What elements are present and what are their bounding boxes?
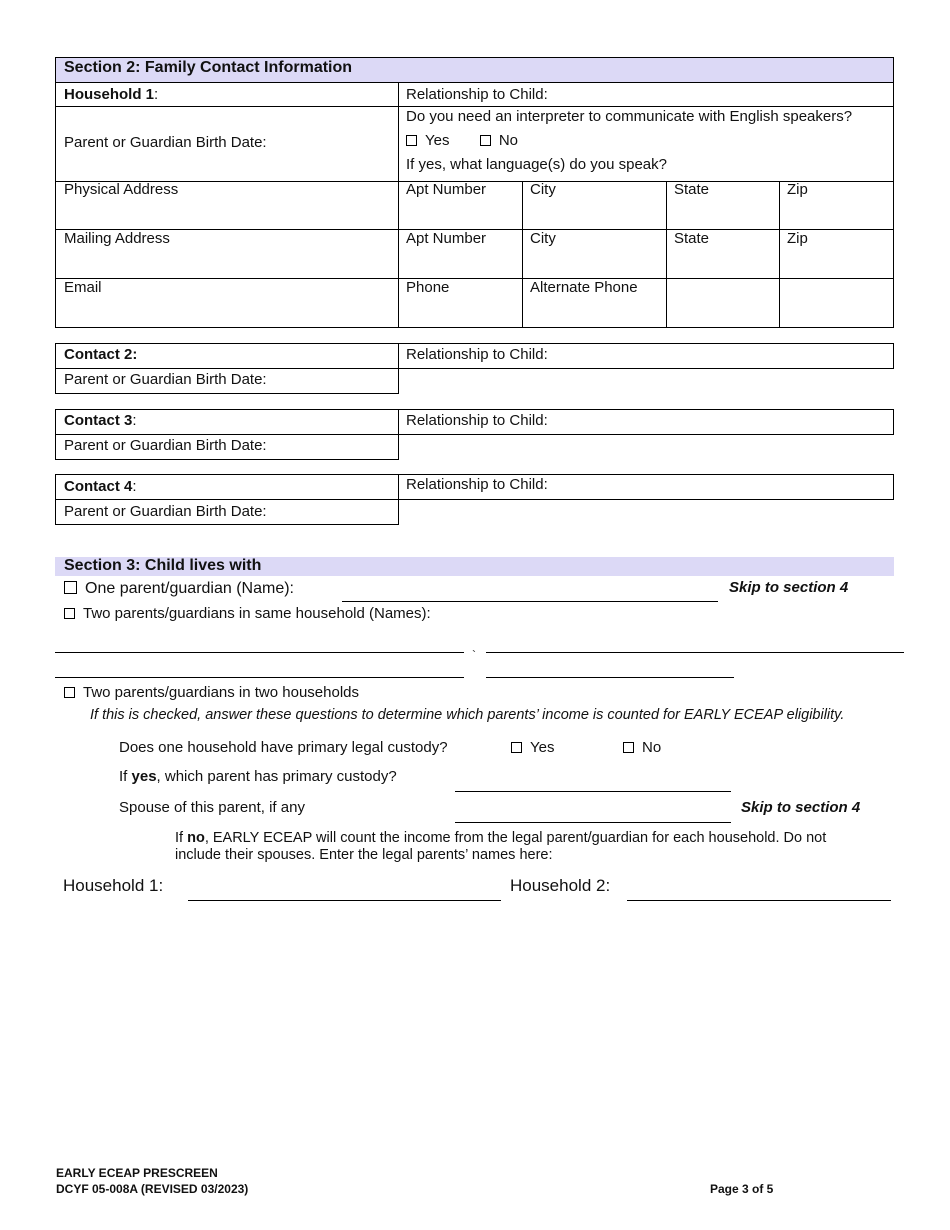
which-parent-prefix: If (119, 768, 132, 785)
mailing-apt-number[interactable]: Apt Number (406, 230, 487, 247)
household1-birth-date[interactable]: Parent or Guardian Birth Date: (64, 134, 267, 151)
contact3-relationship[interactable]: Relationship to Child: (406, 412, 548, 429)
two-same-separator: ` (472, 648, 476, 662)
household1-name-line[interactable] (188, 900, 501, 901)
colon: : (154, 86, 159, 103)
language-question[interactable]: If yes, what language(s) do you speak? (406, 156, 667, 173)
contact3-label-colon: : (132, 412, 137, 429)
footer-form-number: DCYF 05-008A (REVISED 03/2023) (56, 1182, 249, 1196)
contact2-label: Contact 2: (64, 346, 138, 363)
contact2-birth-date[interactable]: Parent or Guardian Birth Date: (64, 371, 267, 388)
contact4-label-text: Contact 4 (64, 478, 133, 495)
custody-question: Does one household have primary legal custody? (119, 739, 448, 756)
household1-label-text: Household 1 (64, 86, 155, 103)
one-parent-checkbox[interactable] (64, 581, 77, 594)
custody-yes-checkbox[interactable] (511, 742, 522, 753)
interpreter-yes-label: Yes (425, 132, 450, 149)
physical-apt-number[interactable]: Apt Number (406, 181, 487, 198)
contact4-birth-date[interactable]: Parent or Guardian Birth Date: (64, 503, 267, 520)
if-no-paragraph-line1 (175, 830, 826, 846)
custody-yes-label: Yes (530, 739, 555, 756)
skip-to-section4-link-b[interactable]: Skip to section 4 (741, 799, 861, 816)
two-same-option (64, 605, 431, 622)
household1-relationship[interactable]: Relationship to Child: (406, 86, 548, 103)
which-parent-suffix: , which parent has primary custody? (156, 768, 397, 785)
one-parent-label: One parent/guardian (Name): (85, 580, 294, 597)
which-parent-yes: yes (131, 768, 157, 785)
custody-yes-option (511, 739, 554, 756)
alternate-phone[interactable]: Alternate Phone (530, 279, 638, 296)
two-households-checkbox[interactable] (64, 687, 75, 698)
custody-no-checkbox[interactable] (623, 742, 634, 753)
spouse-label: Spouse of this parent, if any (119, 799, 305, 816)
spouse-name-line[interactable] (455, 822, 731, 823)
two-same-name3-line[interactable] (55, 677, 464, 678)
section2-title: Section 2: Family Contact Information (64, 59, 353, 76)
interpreter-question: Do you need an interpreter to communicate with English speakers? (406, 108, 853, 125)
physical-zip[interactable]: Zip (787, 181, 808, 198)
one-parent-name-line[interactable] (342, 601, 718, 602)
mailing-state[interactable]: State (674, 230, 710, 247)
mailing-address[interactable]: Mailing Address (64, 230, 170, 247)
contact3-label-text: Contact 3 (64, 412, 133, 429)
two-households-label: Two parents/guardians in two households (83, 684, 360, 701)
skip-to-section4-link-a[interactable]: Skip to section 4 (729, 579, 849, 596)
contact3-label (64, 412, 137, 429)
interpreter-no-checkbox[interactable] (480, 135, 491, 146)
footer-form-name: EARLY ECEAP PRESCREEN (56, 1166, 218, 1180)
physical-state[interactable]: State (674, 181, 710, 198)
section3-title: Section 3: Child lives with (64, 557, 262, 574)
interpreter-options (406, 132, 518, 149)
one-parent-option (64, 580, 294, 598)
phone[interactable]: Phone (406, 279, 450, 296)
interpreter-yes-checkbox[interactable] (406, 135, 417, 146)
if-no-bold: no (187, 830, 205, 846)
physical-address[interactable]: Physical Address (64, 181, 179, 198)
which-parent-question (119, 768, 397, 785)
two-same-label: Two parents/guardians in same household (Names): (83, 605, 431, 622)
mailing-city[interactable]: City (530, 230, 556, 247)
email[interactable]: Email (64, 279, 102, 296)
household1-name-label: Household 1: (63, 876, 164, 895)
two-households-instruction: If this is checked, answer these questions to determine which parents’ income is counted for EARLY ECEAP eligibility. (90, 707, 845, 723)
primary-custody-parent-line[interactable] (455, 791, 731, 792)
household2-name-line[interactable] (627, 900, 891, 901)
if-no-line1: , EARLY ECEAP will count the income from the legal parent/guardian for each household. Do not (204, 830, 827, 846)
household1-label (64, 86, 158, 103)
mailing-zip[interactable]: Zip (787, 230, 808, 247)
if-no-prefix: If (175, 830, 188, 846)
two-same-name1-line[interactable] (55, 652, 464, 653)
two-households-option (64, 684, 359, 701)
footer-page-number: Page 3 of 5 (710, 1182, 774, 1196)
contact4-label (64, 478, 137, 495)
contact4-label-colon: : (132, 478, 137, 495)
two-same-checkbox[interactable] (64, 608, 75, 619)
contact4-relationship[interactable]: Relationship to Child: (406, 476, 548, 493)
contact2-relationship[interactable]: Relationship to Child: (406, 346, 548, 363)
custody-no-option (623, 739, 661, 756)
physical-city[interactable]: City (530, 181, 556, 198)
if-no-paragraph-line2: include their spouses. Enter the legal parents’ names here: (175, 847, 553, 863)
two-same-name2-line[interactable] (486, 652, 904, 653)
custody-no-label: No (642, 739, 662, 756)
two-same-name4-line[interactable] (486, 677, 734, 678)
interpreter-no-label: No (498, 132, 519, 149)
household2-name-label: Household 2: (510, 876, 611, 895)
contact3-birth-date[interactable]: Parent or Guardian Birth Date: (64, 437, 267, 454)
